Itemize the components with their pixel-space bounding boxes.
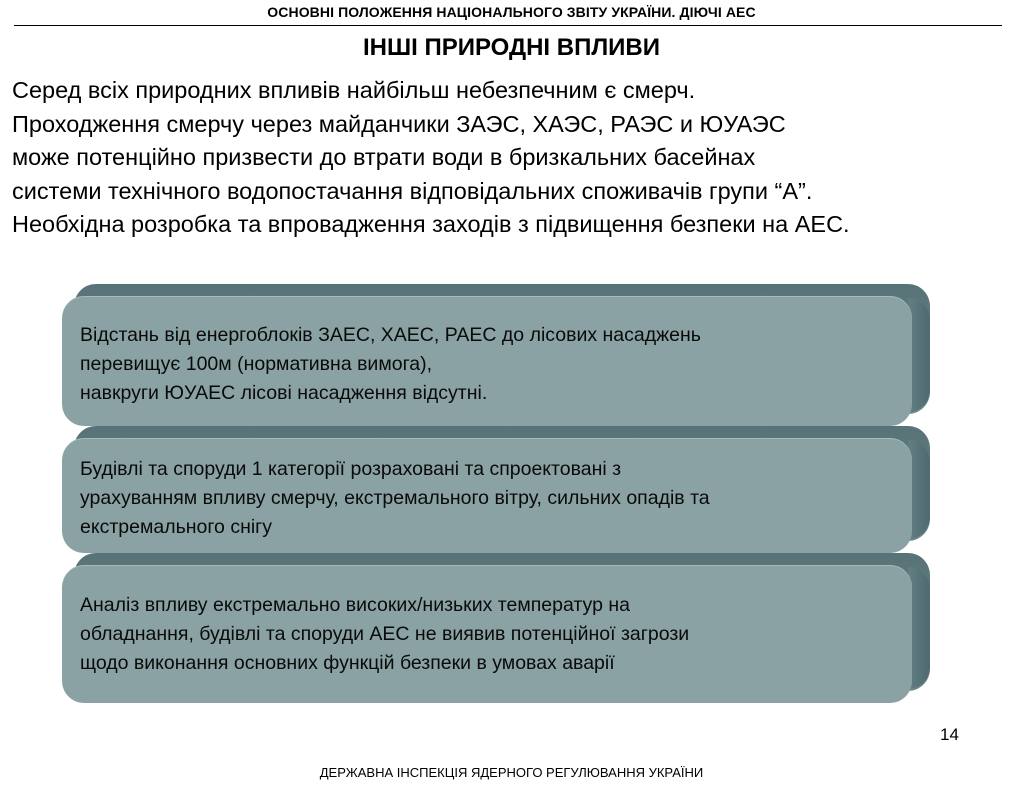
block-line: Аналіз впливу екстремально високих/низьких температур на [80, 594, 630, 616]
intro-line: системи технічного водопостачання відповідальних споживачів групи “А”. [12, 177, 813, 204]
page-number: 14 [940, 725, 959, 744]
page-title: ІНШІ ПРИРОДНІ ВПЛИВИ [362, 34, 661, 61]
block-line: Відстань від енергоблоків ЗАЕС, ХАЕС, РАЕС до лісових насаджень [80, 324, 701, 346]
intro-line: Серед всіх природних впливів найбільш небезпечним є смерч. [12, 77, 696, 103]
intro-line: Проходження смерчу через майданчики ЗАЭС, ХАЭС, РАЭС и ЮУАЭС [12, 110, 786, 137]
block-line: навкруги ЮУАЕС лісові насадження відсутні. [80, 382, 488, 404]
block-text [80, 455, 900, 542]
block-line: обладнання, будівлі та споруди АЕС не виявив потенційної загрози [80, 623, 690, 645]
footer-text: ДЕРЖАВНА ІНСПЕКЦІЯ ЯДЕРНОГО РЕГУЛЮВАННЯ УКРАЇНИ [319, 765, 704, 780]
intro-line: Необхідна розробка та впровадження заходів з підвищення безпеки на АЕС. [12, 211, 850, 237]
block-line: перевищує 100м (нормативна вимога), [80, 353, 433, 375]
info-block-temperature-analysis [62, 553, 930, 703]
intro-line: може потенційно призвести до втрати води в бризкальних басейнах [12, 144, 756, 170]
intro-paragraph [12, 74, 1012, 242]
info-block-forest-distance [62, 284, 930, 426]
block-text [80, 591, 900, 678]
header-title: ОСНОВНІ ПОЛОЖЕННЯ НАЦІОНАЛЬНОГО ЗВІТУ УКРАЇНИ. ДІЮЧІ АЕС [267, 4, 756, 20]
block-text [80, 321, 900, 408]
block-line: екстремального снігу [80, 516, 273, 538]
info-block-buildings-design [62, 426, 930, 553]
block-line: урахуванням впливу смерчу, екстремального вітру, сильних опадів та [80, 487, 710, 509]
header-divider [14, 25, 1002, 26]
block-line: щодо виконання основних функцій безпеки в умовах аварії [80, 652, 615, 674]
block-line: Будівлі та споруди 1 категорії розраховані та спроектовані з [80, 458, 622, 480]
